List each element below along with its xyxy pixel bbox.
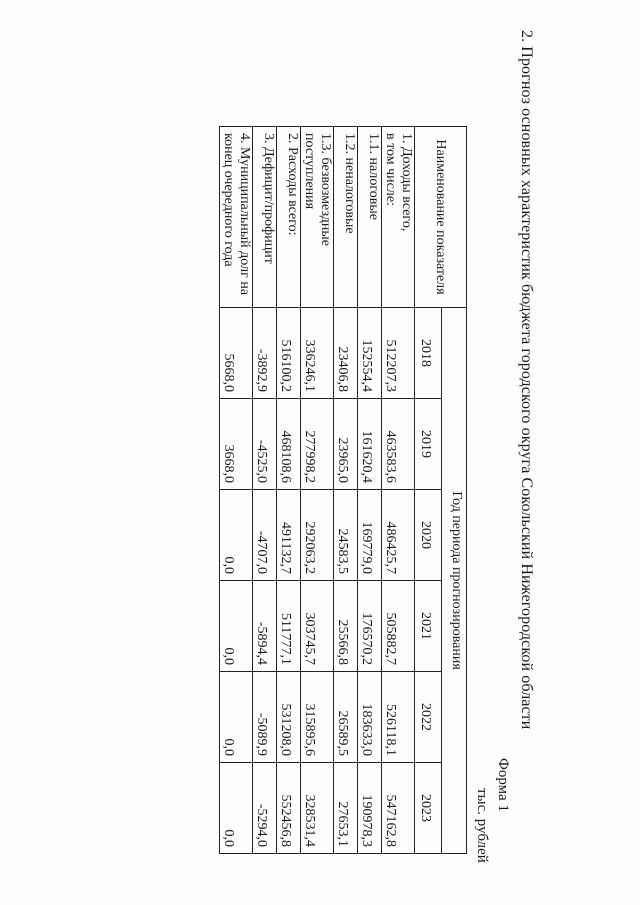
cell-value-2021: 176570,2 [358, 581, 382, 672]
cell-value-2020: 491132,7 [277, 490, 301, 581]
cell-value-2019: 23965,0 [334, 399, 358, 490]
cell-value-2022: 315895,6 [301, 672, 334, 763]
cell-value-2021: 303745,7 [301, 581, 334, 672]
cell-value-2023: 0,0 [220, 763, 253, 854]
cell-value-2021: 25566,8 [334, 581, 358, 672]
cell-value-2023: 547162,8 [382, 763, 415, 854]
cell-value-2020: 486425,7 [382, 490, 415, 581]
header-year-2023: 2023 [415, 763, 442, 854]
header-indicator-name: Наименование показателя [415, 127, 467, 308]
table-row [220, 127, 253, 854]
header-forecast-period: Год периода прогнозирования [442, 308, 467, 854]
cell-value-2018: 5668,0 [220, 308, 253, 399]
table-row [334, 127, 358, 854]
cell-value-2020: 169779,0 [358, 490, 382, 581]
cell-value-2021: 511777,1 [277, 581, 301, 672]
budget-forecast-table [219, 126, 467, 854]
cell-value-2021: -5894,4 [253, 581, 277, 672]
cell-value-2018: 512207,3 [382, 308, 415, 399]
row-indicator-name: 3. Дефицит/профицит [253, 127, 277, 308]
table-row [277, 127, 301, 854]
row-indicator-name: 1. Доходы всего, в том числе: [382, 127, 415, 308]
table-row [358, 127, 382, 854]
header-year-2018: 2018 [415, 308, 442, 399]
cell-value-2019: 161620,4 [358, 399, 382, 490]
cell-value-2022: 26589,5 [334, 672, 358, 763]
cell-value-2019: 463583,6 [382, 399, 415, 490]
cell-value-2022: 531208,0 [277, 672, 301, 763]
cell-value-2022: 526118,1 [382, 672, 415, 763]
cell-value-2019: 277998,2 [301, 399, 334, 490]
cell-value-2020: 292063,2 [301, 490, 334, 581]
cell-value-2018: 516100,2 [277, 308, 301, 399]
header-year-2019: 2019 [415, 399, 442, 490]
row-indicator-name: 4. Муниципальный долг на конец очередного года [220, 127, 253, 308]
table-row [253, 127, 277, 854]
cell-value-2018: -3892,9 [253, 308, 277, 399]
cell-value-2018: 336246,1 [301, 308, 334, 399]
cell-value-2019: 468108,6 [277, 399, 301, 490]
cell-value-2022: -5089,9 [253, 672, 277, 763]
cell-value-2021: 505882,7 [382, 581, 415, 672]
header-year-2020: 2020 [415, 490, 442, 581]
cell-value-2023: 27653,1 [334, 763, 358, 854]
header-year-2022: 2022 [415, 672, 442, 763]
cell-value-2018: 152554,4 [358, 308, 382, 399]
table-row [382, 127, 415, 854]
cell-value-2020: 0,0 [220, 490, 253, 581]
table-row [301, 127, 334, 854]
cell-value-2019: -4525,0 [253, 399, 277, 490]
cell-value-2023: 328531,4 [301, 763, 334, 854]
units-label: тыс. рублей [474, 788, 490, 863]
cell-value-2021: 0,0 [220, 581, 253, 672]
row-indicator-name: 1.3. безвозмездные поступления [301, 127, 334, 308]
cell-value-2020: 24583,5 [334, 490, 358, 581]
cell-value-2023: 190978,3 [358, 763, 382, 854]
cell-value-2020: -4707,0 [253, 490, 277, 581]
row-indicator-name: 1.1. налоговые [358, 127, 382, 308]
document-title: 2. Прогноз основных характеристик бюджета городского округа Сокольский Нижегородской области [518, 30, 535, 730]
header-year-2021: 2021 [415, 581, 442, 672]
cell-value-2018: 23406,8 [334, 308, 358, 399]
row-indicator-name: 1.2. неналоговые [334, 127, 358, 308]
cell-value-2023: -5294,0 [253, 763, 277, 854]
cell-value-2023: 552456,8 [277, 763, 301, 854]
form-label: Форма 1 [495, 758, 511, 812]
cell-value-2022: 183633,0 [358, 672, 382, 763]
cell-value-2019: 3668,0 [220, 399, 253, 490]
cell-value-2022: 0,0 [220, 672, 253, 763]
rotated-content [25, 30, 545, 890]
row-indicator-name: 2. Расходы всего: [277, 127, 301, 308]
